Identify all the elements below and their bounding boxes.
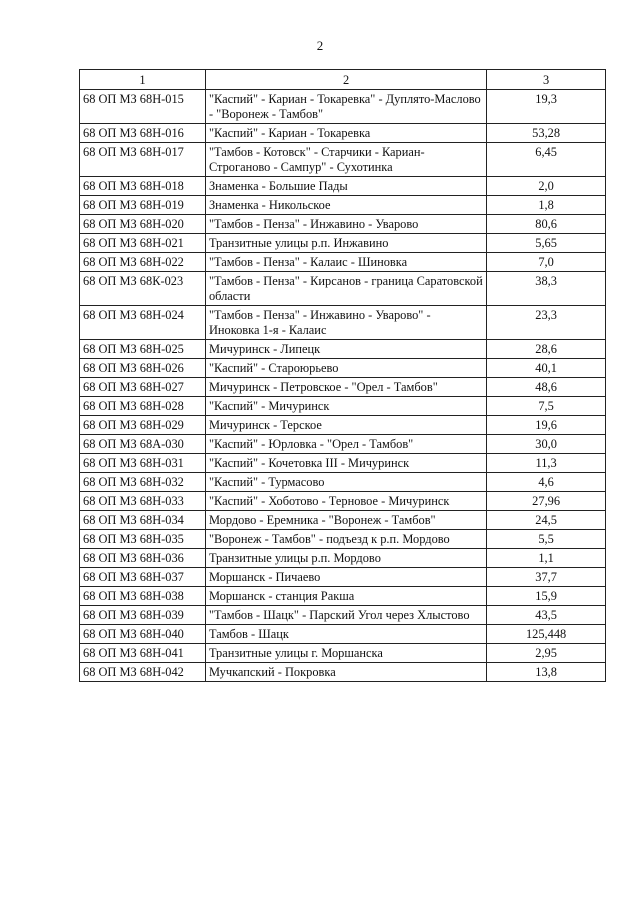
road-name-cell: "Каспий" - Хоботово - Терновое - Мичуринск: [205, 492, 486, 511]
column-header-length: 3: [487, 70, 606, 90]
road-name-cell: Мичуринск - Липецк: [205, 340, 486, 359]
road-length-cell: 80,6: [487, 215, 606, 234]
road-name-cell: "Тамбов - Пенза" - Инжавино - Уварово: [205, 215, 486, 234]
table-row: [80, 530, 606, 549]
table-row: [80, 644, 606, 663]
road-code-cell: 68 ОП МЗ 68Н-022: [80, 253, 206, 272]
road-length-cell: 13,8: [487, 663, 606, 682]
road-length-cell: 15,9: [487, 587, 606, 606]
table-row: [80, 177, 606, 196]
table-row: [80, 492, 606, 511]
table-row: [80, 454, 606, 473]
table-row: [80, 340, 606, 359]
road-code-cell: 68 ОП МЗ 68Н-025: [80, 340, 206, 359]
road-length-cell: 2,0: [487, 177, 606, 196]
road-code-cell: 68 ОП МЗ 68Н-035: [80, 530, 206, 549]
column-header-code: 1: [80, 70, 206, 90]
road-length-cell: 37,7: [487, 568, 606, 587]
road-length-cell: 6,45: [487, 143, 606, 177]
road-length-cell: 4,6: [487, 473, 606, 492]
road-code-cell: 68 ОП МЗ 68А-030: [80, 435, 206, 454]
road-code-cell: 68 ОП МЗ 68Н-026: [80, 359, 206, 378]
road-length-cell: 28,6: [487, 340, 606, 359]
road-name-cell: Моршанск - Пичаево: [205, 568, 486, 587]
road-name-cell: "Каспий" - Юрловка - "Орел - Тамбов": [205, 435, 486, 454]
road-length-cell: 11,3: [487, 454, 606, 473]
road-code-cell: 68 ОП МЗ 68Н-027: [80, 378, 206, 397]
road-code-cell: 68 ОП МЗ 68Н-036: [80, 549, 206, 568]
road-code-cell: 68 ОП МЗ 68Н-032: [80, 473, 206, 492]
table-row: [80, 196, 606, 215]
road-code-cell: 68 ОП МЗ 68Н-019: [80, 196, 206, 215]
road-length-cell: 7,0: [487, 253, 606, 272]
road-code-cell: 68 ОП МЗ 68Н-015: [80, 90, 206, 124]
road-name-cell: Тамбов - Шацк: [205, 625, 486, 644]
road-code-cell: 68 ОП МЗ 68Н-040: [80, 625, 206, 644]
table-row: [80, 473, 606, 492]
road-code-cell: 68 ОП МЗ 68Н-024: [80, 306, 206, 340]
road-length-cell: 1,8: [487, 196, 606, 215]
table-row: [80, 90, 606, 124]
road-code-cell: 68 ОП МЗ 68Н-038: [80, 587, 206, 606]
table-row: [80, 568, 606, 587]
table-row: [80, 663, 606, 682]
road-name-cell: Транзитные улицы р.п. Мордово: [205, 549, 486, 568]
table-body: [80, 90, 606, 682]
road-name-cell: "Каспий" - Кариан - Токаревка: [205, 124, 486, 143]
table-row: [80, 124, 606, 143]
road-length-cell: 2,95: [487, 644, 606, 663]
road-length-cell: 40,1: [487, 359, 606, 378]
road-length-cell: 24,5: [487, 511, 606, 530]
road-code-cell: 68 ОП МЗ 68Н-042: [80, 663, 206, 682]
table-row: [80, 378, 606, 397]
road-length-cell: 19,3: [487, 90, 606, 124]
road-name-cell: "Каспий" - Турмасово: [205, 473, 486, 492]
road-length-cell: 7,5: [487, 397, 606, 416]
road-code-cell: 68 ОП МЗ 68К-023: [80, 272, 206, 306]
table-header-row: [80, 70, 606, 90]
road-length-cell: 48,6: [487, 378, 606, 397]
road-name-cell: "Каспий" - Мичуринск: [205, 397, 486, 416]
table-row: [80, 587, 606, 606]
road-length-cell: 30,0: [487, 435, 606, 454]
road-name-cell: Знаменка - Никольское: [205, 196, 486, 215]
table-row: [80, 416, 606, 435]
table-row: [80, 272, 606, 306]
road-code-cell: 68 ОП МЗ 68Н-028: [80, 397, 206, 416]
road-name-cell: "Тамбов - Пенза" - Калаис - Шиновка: [205, 253, 486, 272]
table-row: [80, 397, 606, 416]
road-name-cell: "Каспий" - Кочетовка III - Мичуринск: [205, 454, 486, 473]
road-name-cell: "Тамбов - Котовск" - Старчики - Кариан-Строганово - Сампур" - Сухотинка: [205, 143, 486, 177]
road-code-cell: 68 ОП МЗ 68Н-021: [80, 234, 206, 253]
road-code-cell: 68 ОП МЗ 68Н-031: [80, 454, 206, 473]
road-name-cell: Транзитные улицы г. Моршанска: [205, 644, 486, 663]
road-name-cell: "Каспий" - Кариан - Токаревка" - Дуплято-Маслово - "Воронеж - Тамбов": [205, 90, 486, 124]
road-length-cell: 125,448: [487, 625, 606, 644]
road-code-cell: 68 ОП МЗ 68Н-017: [80, 143, 206, 177]
road-name-cell: Мичуринск - Терское: [205, 416, 486, 435]
road-name-cell: "Тамбов - Пенза" - Кирсанов - граница Саратовской области: [205, 272, 486, 306]
road-code-cell: 68 ОП МЗ 68Н-029: [80, 416, 206, 435]
road-code-cell: 68 ОП МЗ 68Н-033: [80, 492, 206, 511]
road-length-cell: 5,5: [487, 530, 606, 549]
road-length-cell: 5,65: [487, 234, 606, 253]
road-name-cell: Мичуринск - Петровское - "Орел - Тамбов": [205, 378, 486, 397]
road-length-cell: 19,6: [487, 416, 606, 435]
road-code-cell: 68 ОП МЗ 68Н-034: [80, 511, 206, 530]
road-code-cell: 68 ОП МЗ 68Н-016: [80, 124, 206, 143]
road-length-cell: 27,96: [487, 492, 606, 511]
road-length-cell: 53,28: [487, 124, 606, 143]
table-row: [80, 549, 606, 568]
road-name-cell: Транзитные улицы р.п. Инжавино: [205, 234, 486, 253]
table-row: [80, 143, 606, 177]
road-name-cell: Мордово - Еремника - "Воронеж - Тамбов": [205, 511, 486, 530]
table-row: [80, 435, 606, 454]
road-code-cell: 68 ОП МЗ 68Н-020: [80, 215, 206, 234]
table-row: [80, 359, 606, 378]
column-header-name: 2: [205, 70, 486, 90]
road-name-cell: Мучкапский - Покровка: [205, 663, 486, 682]
road-name-cell: "Тамбов - Пенза" - Инжавино - Уварово" - Иноковка 1-я - Калаис: [205, 306, 486, 340]
table-row: [80, 215, 606, 234]
roads-table: [79, 69, 606, 682]
road-length-cell: 38,3: [487, 272, 606, 306]
table-row: [80, 625, 606, 644]
page-number: 2: [316, 38, 324, 53]
road-name-cell: Моршанск - станция Ракша: [205, 587, 486, 606]
table-row: [80, 253, 606, 272]
road-name-cell: "Каспий" - Староюрьево: [205, 359, 486, 378]
road-code-cell: 68 ОП МЗ 68Н-037: [80, 568, 206, 587]
road-code-cell: 68 ОП МЗ 68Н-041: [80, 644, 206, 663]
road-code-cell: 68 ОП МЗ 68Н-018: [80, 177, 206, 196]
table-row: [80, 306, 606, 340]
table-row: [80, 606, 606, 625]
road-length-cell: 23,3: [487, 306, 606, 340]
road-name-cell: Знаменка - Большие Пады: [205, 177, 486, 196]
table-row: [80, 234, 606, 253]
road-code-cell: 68 ОП МЗ 68Н-039: [80, 606, 206, 625]
road-name-cell: "Воронеж - Тамбов" - подъезд к р.п. Мордово: [205, 530, 486, 549]
road-name-cell: "Тамбов - Шацк" - Парский Угол через Хлыстово: [205, 606, 486, 625]
road-length-cell: 43,5: [487, 606, 606, 625]
road-length-cell: 1,1: [487, 549, 606, 568]
table-row: [80, 511, 606, 530]
